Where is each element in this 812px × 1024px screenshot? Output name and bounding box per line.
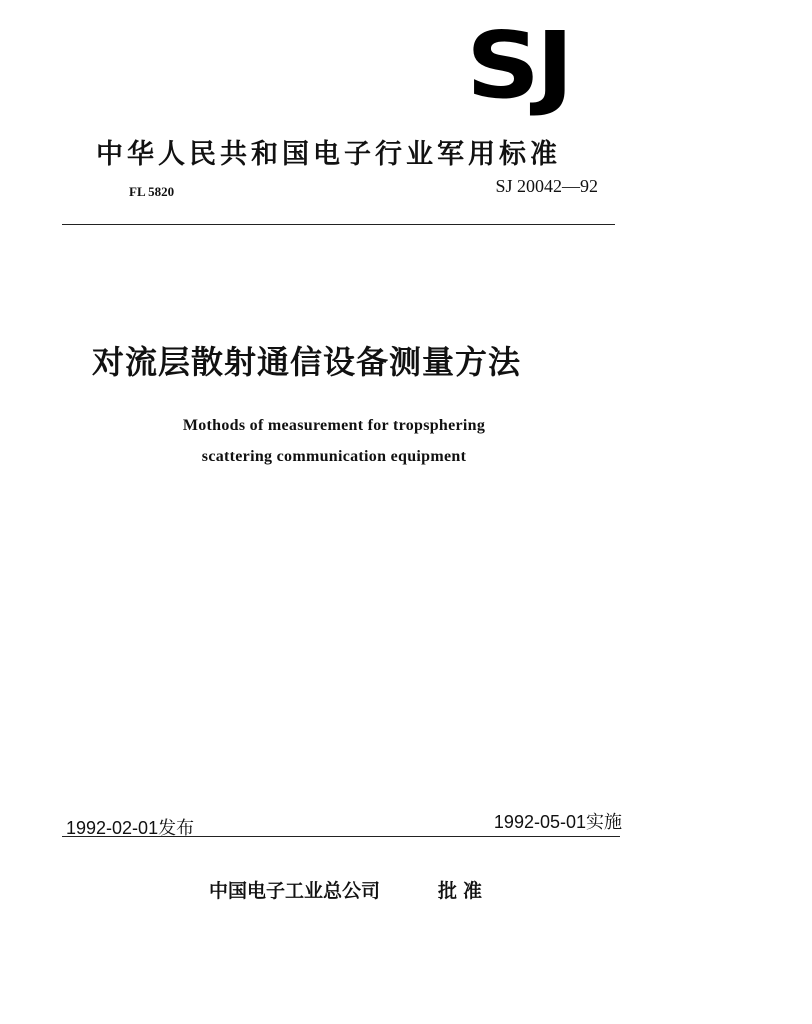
document-title-en xyxy=(134,410,534,472)
approval-label: 批准 xyxy=(438,880,489,902)
title-en-line-2: scattering communication equipment xyxy=(201,448,467,465)
standard-series-heading: 中华人民共和国电子行业军用标准 xyxy=(96,139,561,170)
approving-authority: 中国电子工业总公司 xyxy=(209,880,381,902)
sj-logo: SJ xyxy=(466,12,570,119)
bottom-divider xyxy=(62,836,620,837)
issue-date: 1992-02-01发布 xyxy=(66,818,195,838)
top-divider xyxy=(62,224,615,225)
standard-number: SJ 20042—92 xyxy=(495,176,598,196)
classification-code: FL 5820 xyxy=(129,184,175,199)
title-en-line-1: Mothods of measurement for tropsphering xyxy=(182,417,486,434)
implementation-date: 1992-05-01实施 xyxy=(493,812,622,832)
document-title-cn: 对流层散射通信设备测量方法 xyxy=(92,343,522,381)
